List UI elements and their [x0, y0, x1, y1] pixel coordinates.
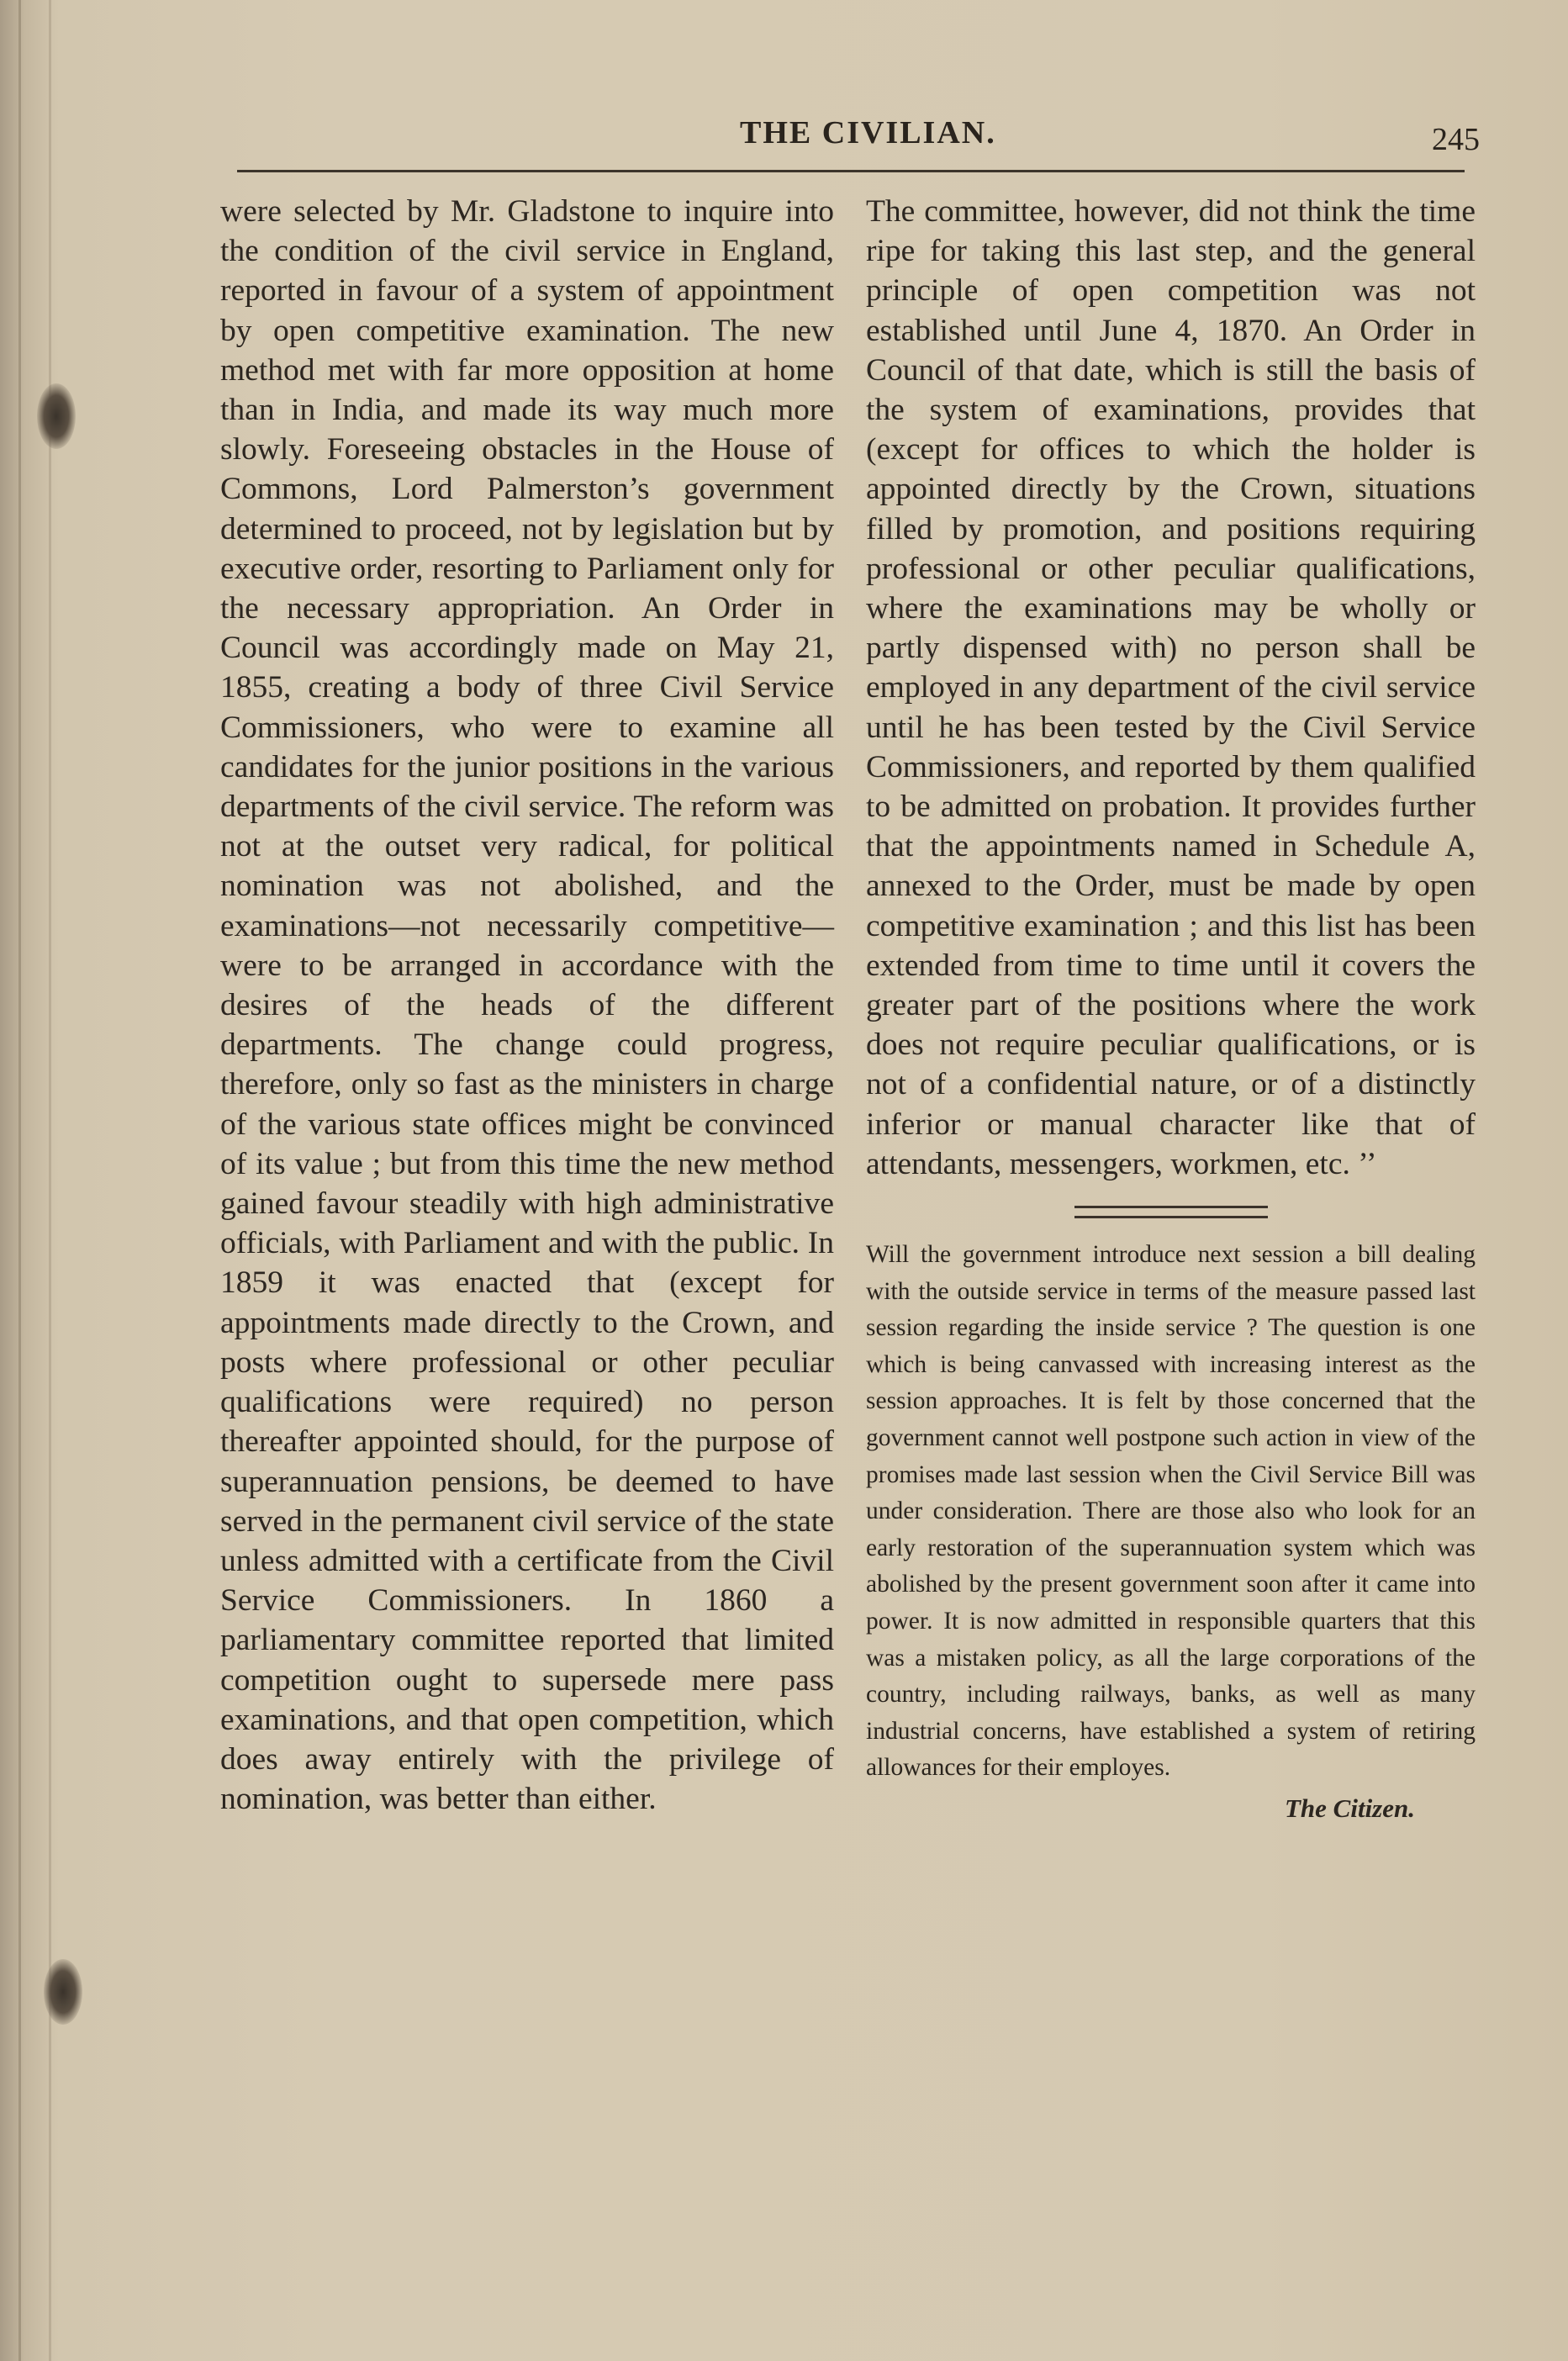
- news-note: Will the government introduce next session a bill dealing with the outside service in terms of the measure passed last session regarding the inside service ? The question is one which is being canvassed with increasing interest as the session approaches. It is felt by those concerned that the government cannot well postpone such action in view of the promises made last session when the Civil Service Bill was under consideration. There are those also who look for an early restoration of the superannuation system which was abolished by the present government soon after it came into power. It is now admitted in responsible quarters that this was a mistaken policy, as all the large corporations of the country, including railways, banks, as well as many industrial concerns, have established a system of retiring allowances for their employes.: [866, 1241, 1476, 1782]
- running-title: THE CIVILIAN.: [740, 115, 996, 151]
- binding-hole-upper: [37, 383, 76, 449]
- left-column: [220, 192, 834, 1819]
- right-column: [866, 192, 1476, 1827]
- header-rule: [237, 170, 1465, 172]
- page-header: [235, 109, 1480, 160]
- section-divider: [1074, 1206, 1268, 1218]
- binding-hole-lower: [44, 1959, 82, 2025]
- page-number: 245: [1432, 122, 1480, 157]
- binding-edge: [18, 0, 21, 2361]
- right-column-paragraph: The committee, however, did not think the time ripe for taking this last step, and the general principle of open competition was not established until June 4, 1870. An Order in Council of that date, which is still the basis of the system of examinations, provides that (except for offices to which the holder is appointed directly by the Crown, situations filled by promotion, and positions requiring professional or other peculiar qualifications, where the examinations may be wholly or partly dispensed with) no person shall be employed in any department of the civil service until he has been tested by the Civil Service Commissioners, and reported by them qualified to be admitted on probation. It provides further that the appointments named in Schedule A, annexed to the Order, must be made by open competitive examination ; and this list has been extended from time to time until it covers the greater part of the positions where the work does not require peculiar qualifications, or is not of a confidential nature, or of a distinctly inferior or manual character like that of attendants, messengers, workmen, etc. ’’: [866, 194, 1476, 1181]
- note-signature: The Citizen.: [1284, 1793, 1415, 1823]
- left-column-paragraph: were selected by Mr. Gladstone to inquire into the condition of the civil service in England, reported in favour of a system of appointment by open competitive examination. The new method met with far more opposition at home than in India, and made its way much more slowly. Foreseeing obstacles in the House of Commons, Lord Palmerston’s government determined to proceed, not by legislation but by executive order, resorting to Parliament only for the necessary appropriation. An Order in Council was accordingly made on May 21, 1855, creating a body of three Civil Service Commissioners, who were to examine all candidates for the junior positions in the various departments of the civil service. The reform was not at the outset very radical, for political nomination was not abolished, and the examinations—not necessarily competitive—were to be arranged in accordance with the desires of the heads of the different departments. The change could progress, therefore, only so fast as the ministers in charge of the various state offices might be convinced of its value ; but from this time the new method gained favour steadily with high administrative officials, with Parliament and with the public. In 1859 it was enacted that (except for appointments made directly to the Crown, and posts where professional or other peculiar qualifications were required) no person thereafter appointed should, for the purpose of superannuation pensions, be deemed to have served in the permanent civil service of the state unless admitted with a certificate from the Civil Service Commissioners. In 1860 a parliamentary committee reported that limited competition ought to supersede mere pass examinations, and that open competition, which does away entirely with the privilege of nomination, was better than either.: [220, 194, 834, 1817]
